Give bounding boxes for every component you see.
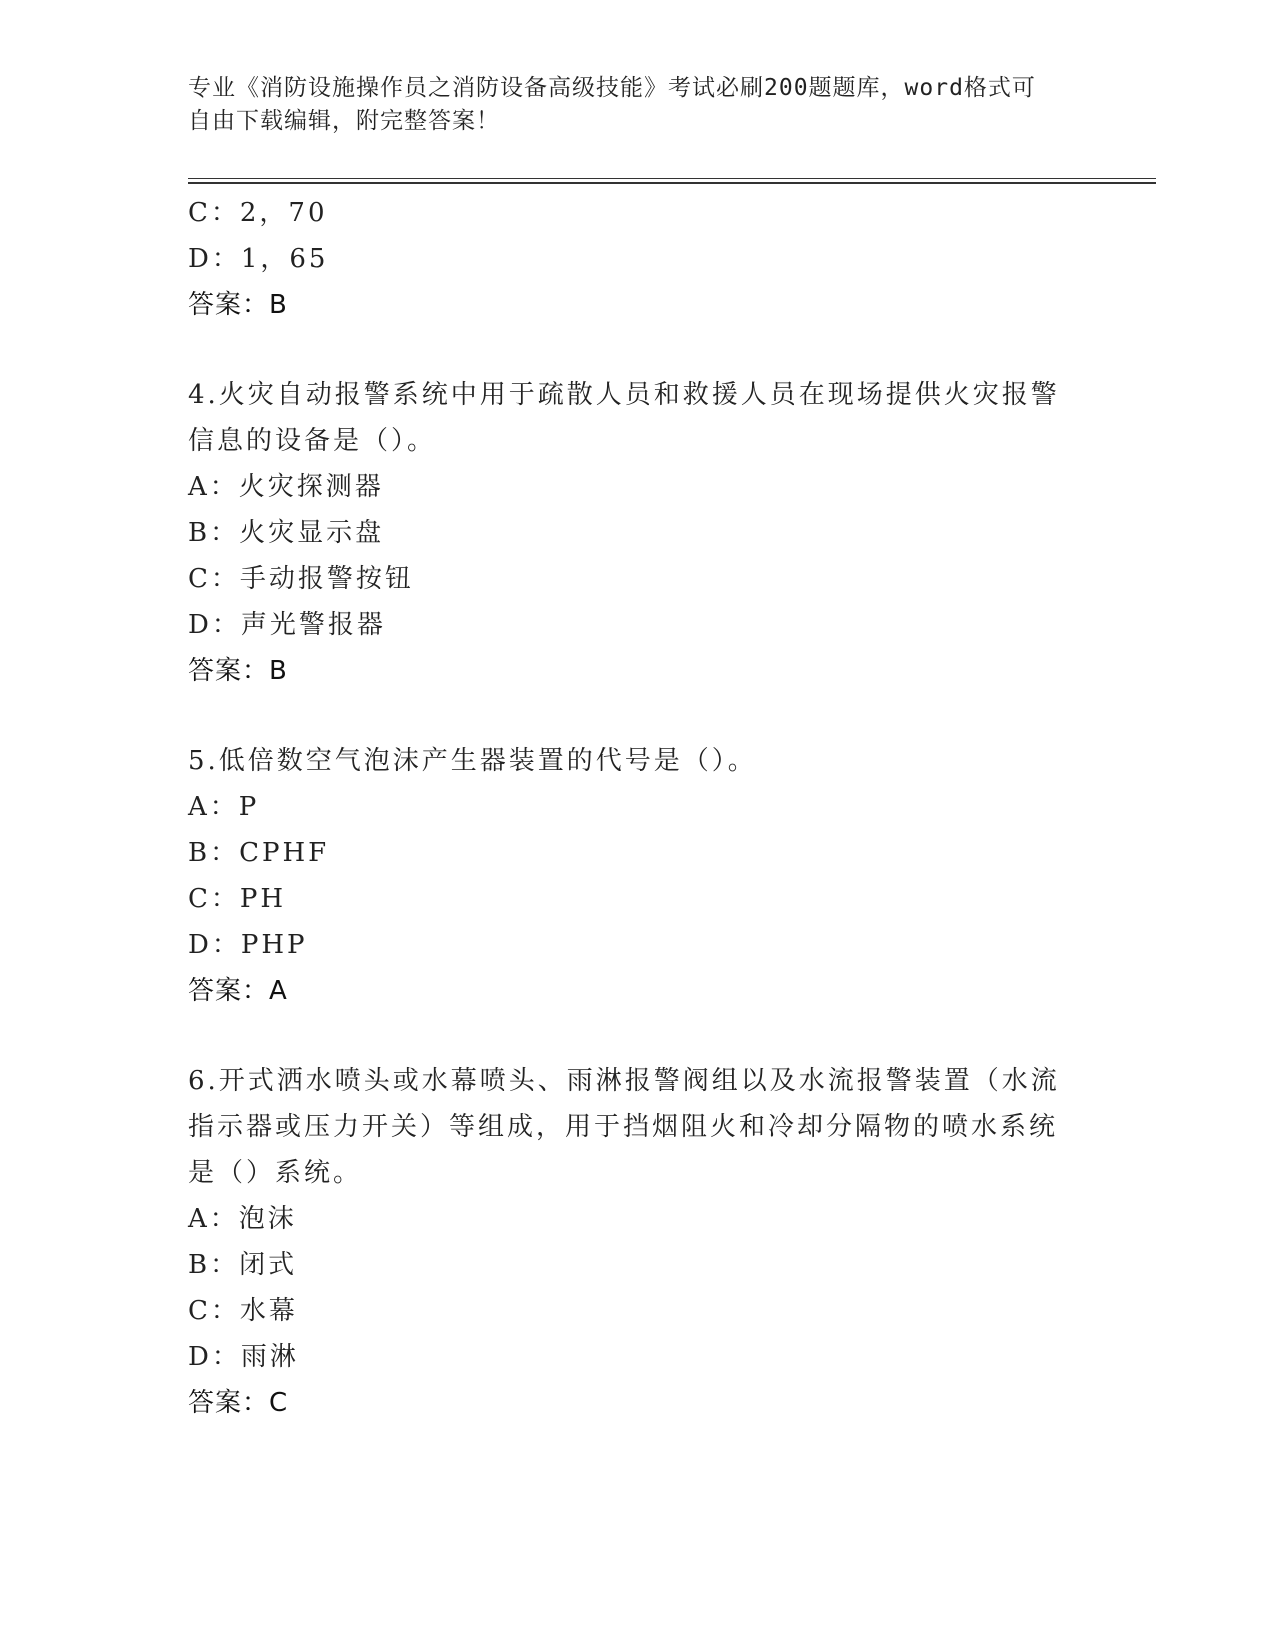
question-5 <box>188 738 1088 1014</box>
option-b: B：闭式 <box>188 1250 298 1280</box>
question-4 <box>188 372 1088 694</box>
question-stem-line: 6.开式洒水喷头或水幕喷头、雨淋报警阀组以及水流报警装置（水流 <box>188 1066 1060 1096</box>
option-d: D：PHP <box>188 930 308 960</box>
question-stem-line: 指示器或压力开关）等组成，用于挡烟阻火和冷却分隔物的喷水系统 <box>188 1112 1059 1142</box>
option-a: A：泡沫 <box>188 1204 297 1234</box>
header-line-2: 自由下载编辑，附完整答案！ <box>188 108 500 134</box>
option-d: D：雨淋 <box>188 1342 299 1372</box>
answer-line: 答案：B <box>188 656 288 686</box>
option-a: A：P <box>188 792 260 822</box>
question-6 <box>188 1058 1088 1426</box>
answer-line: 答案：A <box>188 976 288 1006</box>
spacer <box>188 1014 1088 1058</box>
option-a: A：火灾探测器 <box>188 472 384 502</box>
option-c: C：水幕 <box>188 1296 298 1326</box>
option-b: B：CPHF <box>188 838 330 868</box>
spacer <box>188 694 1088 738</box>
question-stem-line: 5.低倍数空气泡沫产生器装置的代号是（）。 <box>188 746 757 776</box>
question-stem-line: 信息的设备是（）。 <box>188 426 437 456</box>
spacer <box>188 328 1088 372</box>
header-divider-thick <box>188 182 1156 184</box>
option-c: C：手动报警按钮 <box>188 564 414 594</box>
option-d: D：1，65 <box>188 244 329 274</box>
answer-line: 答案：B <box>188 290 288 320</box>
option-d: D：声光警报器 <box>188 610 386 640</box>
option-c: C：PH <box>188 884 287 914</box>
document-content <box>188 190 1088 1426</box>
document-header <box>188 72 1068 138</box>
header-divider-thin <box>188 178 1156 179</box>
option-c: C：2，70 <box>188 198 328 228</box>
answer-line: 答案：C <box>188 1388 289 1418</box>
option-b: B：火灾显示盘 <box>188 518 385 548</box>
question-stem-line: 是（）系统。 <box>188 1158 363 1188</box>
header-line-1: 专业《消防设施操作员之消防设备高级技能》考试必刷200题题库，word格式可 <box>188 75 1036 101</box>
question-3-tail <box>188 190 1088 328</box>
question-stem-line: 4.火灾自动报警系统中用于疏散人员和救援人员在现场提供火灾报警 <box>188 380 1060 410</box>
